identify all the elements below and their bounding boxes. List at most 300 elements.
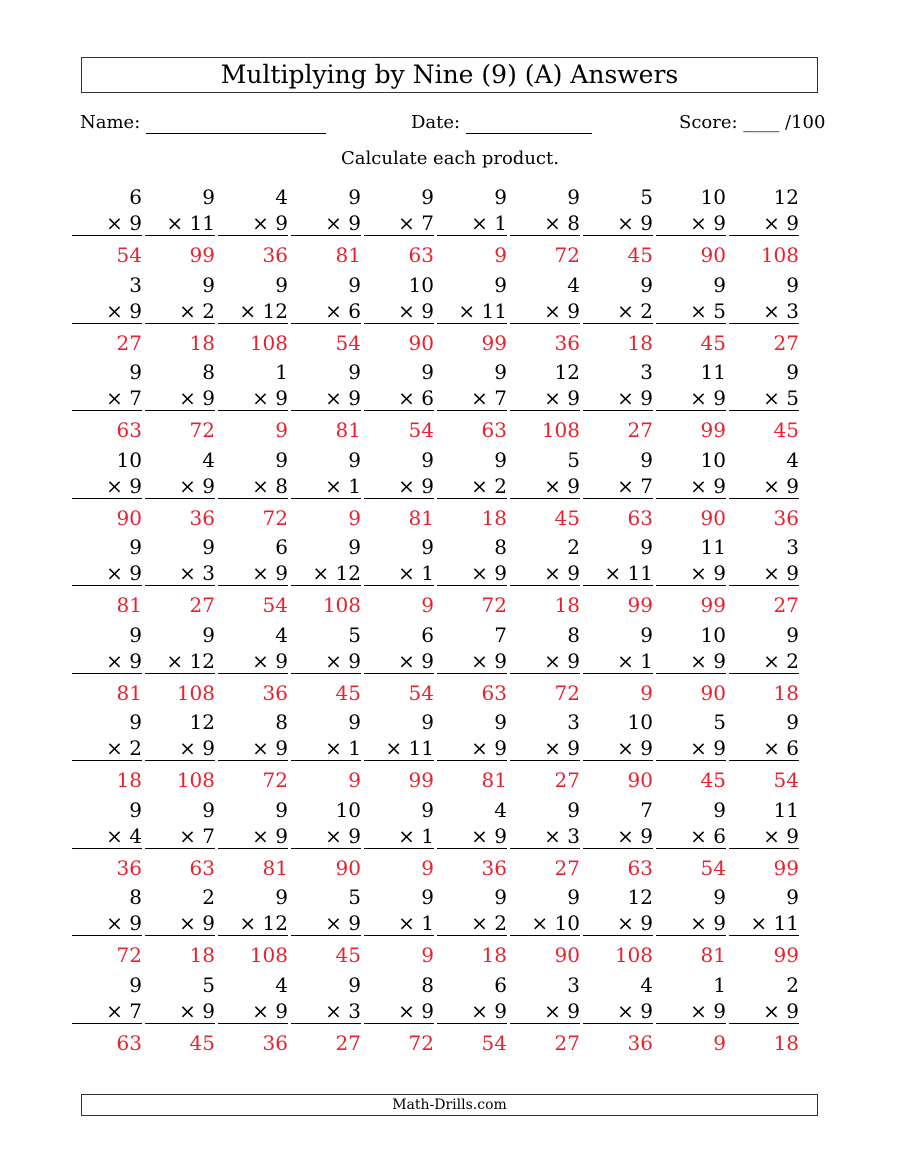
top-number: 9 [348, 972, 361, 997]
problem-1 [72, 184, 142, 268]
multiplier: × 9 [656, 385, 726, 411]
answer: 54 [262, 593, 288, 617]
answer: 18 [116, 768, 142, 792]
problem-18 [583, 272, 653, 356]
top-number: 4 [640, 972, 653, 997]
answer: 63 [627, 855, 653, 880]
multiplier: × 9 [145, 910, 215, 936]
top-number: 9 [202, 535, 215, 559]
problem-7 [510, 184, 580, 268]
multiplier: × 10 [510, 910, 580, 936]
problem-97 [510, 972, 580, 1056]
instructions: Calculate each product. [341, 148, 559, 169]
answer: 9 [640, 680, 653, 705]
answer: 108 [249, 943, 288, 967]
multiplier: × 9 [656, 910, 726, 936]
top-number: 11 [700, 360, 726, 384]
problem-56 [437, 622, 507, 706]
multiplier: × 7 [583, 473, 653, 499]
answer: 81 [700, 943, 726, 967]
multiplier: × 9 [729, 473, 799, 499]
top-number: 9 [567, 885, 580, 909]
problem-26 [437, 359, 507, 443]
multiplier: × 7 [437, 385, 507, 411]
multiplier: × 9 [510, 735, 580, 761]
answer: 45 [773, 418, 799, 442]
multiplier: × 9 [437, 560, 507, 586]
top-number: 9 [421, 710, 434, 734]
top-number: 9 [421, 360, 434, 384]
multiplier: × 9 [364, 298, 434, 324]
top-number: 9 [348, 535, 361, 559]
answer: 108 [760, 243, 799, 267]
top-number: 4 [275, 972, 288, 997]
top-number: 9 [567, 797, 580, 822]
answer: 81 [481, 768, 507, 792]
multiplier: × 9 [729, 210, 799, 236]
top-number: 11 [700, 535, 726, 559]
problem-19 [656, 272, 726, 356]
multiplier: × 1 [364, 560, 434, 586]
problem-62 [145, 709, 215, 793]
multiplier: × 9 [656, 473, 726, 499]
problem-9 [656, 184, 726, 268]
top-number: 1 [275, 360, 288, 384]
multiplier: × 7 [364, 210, 434, 236]
top-number: 9 [640, 447, 653, 472]
problem-36 [437, 447, 507, 531]
top-number: 7 [494, 622, 507, 647]
multiplier: × 3 [145, 560, 215, 586]
problem-51 [72, 622, 142, 706]
problem-54 [291, 622, 361, 706]
problem-72 [145, 797, 215, 881]
answer: 108 [249, 330, 288, 355]
problem-29 [656, 359, 726, 443]
top-number: 9 [202, 622, 215, 647]
answer: 63 [189, 855, 215, 880]
answer: 81 [116, 680, 142, 705]
answer: 72 [554, 243, 580, 267]
multiplier: × 6 [656, 823, 726, 849]
multiplier: × 9 [218, 385, 288, 411]
problem-38 [583, 447, 653, 531]
multiplier: × 1 [291, 473, 361, 499]
answer: 72 [262, 768, 288, 792]
problem-46 [437, 534, 507, 618]
top-number: 9 [640, 272, 653, 297]
answer: 90 [408, 330, 434, 355]
multiplier: × 8 [218, 473, 288, 499]
multiplier: × 7 [145, 823, 215, 849]
top-number: 9 [348, 710, 361, 734]
multiplier: × 9 [437, 823, 507, 849]
problem-87 [510, 884, 580, 968]
top-number: 9 [494, 360, 507, 384]
answer: 72 [116, 943, 142, 967]
top-number: 5 [640, 185, 653, 209]
problem-35 [364, 447, 434, 531]
problem-74 [291, 797, 361, 881]
problem-52 [145, 622, 215, 706]
date-field [411, 112, 592, 134]
problem-45 [364, 534, 434, 618]
name-label: Name: [80, 112, 141, 133]
top-number: 3 [786, 535, 799, 559]
top-number: 6 [421, 622, 434, 647]
multiplier: × 9 [364, 648, 434, 674]
multiplier: × 9 [583, 998, 653, 1024]
answer: 9 [348, 505, 361, 530]
answer: 45 [554, 505, 580, 530]
answer: 54 [773, 768, 799, 792]
multiplier: × 9 [656, 648, 726, 674]
multiplier: × 9 [729, 560, 799, 586]
multiplier: × 9 [583, 735, 653, 761]
answer: 63 [408, 243, 434, 267]
problem-64 [291, 709, 361, 793]
problem-20 [729, 272, 799, 356]
top-number: 9 [348, 360, 361, 384]
answer: 90 [335, 855, 361, 880]
answer: 63 [481, 418, 507, 442]
problem-17 [510, 272, 580, 356]
top-number: 8 [421, 972, 434, 997]
problem-37 [510, 447, 580, 531]
multiplier: × 9 [583, 210, 653, 236]
problem-5 [364, 184, 434, 268]
top-number: 9 [640, 622, 653, 647]
name-blank[interactable] [146, 115, 326, 134]
problem-67 [510, 709, 580, 793]
multiplier: × 9 [510, 385, 580, 411]
multiplier: × 9 [72, 473, 142, 499]
top-number: 9 [713, 272, 726, 297]
answer: 9 [421, 593, 434, 617]
multiplier: × 9 [510, 560, 580, 586]
answer: 27 [116, 330, 142, 355]
problem-86 [437, 884, 507, 968]
multiplier: × 5 [729, 385, 799, 411]
top-number: 9 [713, 797, 726, 822]
multiplier: × 3 [510, 823, 580, 849]
multiplier: × 9 [656, 560, 726, 586]
top-number: 9 [421, 885, 434, 909]
problem-58 [583, 622, 653, 706]
problem-61 [72, 709, 142, 793]
problem-31 [72, 447, 142, 531]
multiplier: × 9 [218, 735, 288, 761]
multiplier: × 11 [729, 910, 799, 936]
answer: 36 [773, 505, 799, 530]
top-number: 12 [773, 185, 799, 209]
problem-92 [145, 972, 215, 1056]
problem-75 [364, 797, 434, 881]
answer: 54 [408, 680, 434, 705]
top-number: 6 [129, 185, 142, 209]
multiplier: × 9 [656, 735, 726, 761]
top-number: 9 [494, 185, 507, 209]
top-number: 6 [275, 535, 288, 559]
top-number: 4 [786, 447, 799, 472]
answer: 9 [348, 768, 361, 792]
top-number: 5 [567, 447, 580, 472]
top-number: 9 [713, 885, 726, 909]
top-number: 9 [129, 622, 142, 647]
multiplier: × 9 [145, 473, 215, 499]
multiplier: × 9 [583, 910, 653, 936]
answer: 27 [627, 418, 653, 442]
problem-43 [218, 534, 288, 618]
top-number: 9 [129, 972, 142, 997]
top-number: 9 [202, 185, 215, 209]
problem-8 [583, 184, 653, 268]
multiplier: × 6 [291, 298, 361, 324]
top-number: 9 [421, 797, 434, 822]
problem-50 [729, 534, 799, 618]
answer: 36 [554, 330, 580, 355]
multiplier: × 2 [72, 735, 142, 761]
answer: 108 [541, 418, 580, 442]
answer: 9 [421, 943, 434, 967]
top-number: 10 [700, 447, 726, 472]
answer: 99 [773, 855, 799, 880]
multiplier: × 4 [72, 823, 142, 849]
multiplier: × 9 [510, 998, 580, 1024]
problem-24 [291, 359, 361, 443]
top-number: 3 [567, 710, 580, 734]
multiplier: × 6 [364, 385, 434, 411]
answer: 18 [189, 943, 215, 967]
multiplier: × 9 [72, 560, 142, 586]
multiplier: × 7 [72, 998, 142, 1024]
multiplier: × 9 [364, 473, 434, 499]
answer: 99 [627, 593, 653, 617]
multiplier: × 11 [364, 735, 434, 761]
top-number: 9 [494, 447, 507, 472]
top-number: 9 [348, 185, 361, 209]
problem-33 [218, 447, 288, 531]
answer: 81 [335, 418, 361, 442]
problem-93 [218, 972, 288, 1056]
multiplier: × 11 [145, 210, 215, 236]
problem-81 [72, 884, 142, 968]
multiplier: × 2 [437, 910, 507, 936]
answer: 36 [262, 680, 288, 705]
top-number: 2 [567, 535, 580, 559]
multiplier: × 9 [583, 823, 653, 849]
answer: 99 [189, 243, 215, 267]
multiplier: × 11 [437, 298, 507, 324]
top-number: 9 [786, 710, 799, 734]
multiplier: × 9 [72, 298, 142, 324]
top-number: 3 [129, 272, 142, 297]
answer: 27 [335, 1030, 361, 1055]
multiplier: × 9 [218, 560, 288, 586]
multiplier: × 1 [437, 210, 507, 236]
answer: 81 [408, 505, 434, 530]
top-number: 6 [494, 972, 507, 997]
problem-60 [729, 622, 799, 706]
multiplier: × 9 [510, 473, 580, 499]
multiplier: × 9 [291, 648, 361, 674]
top-number: 9 [786, 272, 799, 297]
multiplier: × 9 [72, 648, 142, 674]
problem-100 [729, 972, 799, 1056]
problem-25 [364, 359, 434, 443]
answer: 36 [262, 243, 288, 267]
problem-47 [510, 534, 580, 618]
problem-96 [437, 972, 507, 1056]
problem-49 [656, 534, 726, 618]
problem-84 [291, 884, 361, 968]
problem-39 [656, 447, 726, 531]
problem-4 [291, 184, 361, 268]
top-number: 9 [494, 710, 507, 734]
problem-82 [145, 884, 215, 968]
answer: 72 [481, 593, 507, 617]
answer: 90 [554, 943, 580, 967]
multiplier: × 11 [583, 560, 653, 586]
problem-53 [218, 622, 288, 706]
top-number: 1 [713, 972, 726, 997]
answer: 45 [700, 768, 726, 792]
top-number: 9 [129, 535, 142, 559]
top-number: 9 [275, 447, 288, 472]
top-number: 8 [275, 710, 288, 734]
top-number: 9 [129, 797, 142, 822]
multiplier: × 9 [656, 210, 726, 236]
answer: 90 [700, 243, 726, 267]
problem-11 [72, 272, 142, 356]
multiplier: × 8 [510, 210, 580, 236]
answer: 54 [335, 330, 361, 355]
problem-48 [583, 534, 653, 618]
problem-15 [364, 272, 434, 356]
answer: 72 [554, 680, 580, 705]
top-number: 8 [567, 622, 580, 647]
problem-65 [364, 709, 434, 793]
multiplier: × 12 [218, 298, 288, 324]
multiplier: × 9 [437, 648, 507, 674]
answer: 45 [627, 243, 653, 267]
date-blank[interactable] [466, 115, 592, 134]
top-number: 9 [786, 622, 799, 647]
footer: Math-Drills.com [81, 1094, 818, 1116]
answer: 108 [176, 768, 215, 792]
answer: 45 [335, 680, 361, 705]
top-number: 12 [189, 710, 215, 734]
multiplier: × 9 [145, 385, 215, 411]
answer: 90 [116, 505, 142, 530]
problem-12 [145, 272, 215, 356]
answer: 27 [554, 768, 580, 792]
answer: 72 [189, 418, 215, 442]
multiplier: × 6 [729, 735, 799, 761]
top-number: 10 [408, 272, 434, 297]
top-number: 3 [567, 972, 580, 997]
multiplier: × 9 [437, 735, 507, 761]
top-number: 9 [202, 797, 215, 822]
answer: 81 [262, 855, 288, 880]
answer: 18 [481, 943, 507, 967]
top-number: 5 [713, 710, 726, 734]
top-number: 9 [786, 360, 799, 384]
problem-95 [364, 972, 434, 1056]
multiplier: × 9 [218, 210, 288, 236]
top-number: 4 [275, 185, 288, 209]
answer: 108 [322, 593, 361, 617]
top-number: 9 [494, 272, 507, 297]
answer: 90 [700, 505, 726, 530]
top-number: 4 [494, 797, 507, 822]
answer: 18 [554, 593, 580, 617]
answer: 18 [627, 330, 653, 355]
multiplier: × 2 [145, 298, 215, 324]
answer: 90 [700, 680, 726, 705]
name-field [80, 112, 326, 134]
top-number: 3 [640, 360, 653, 384]
answer: 108 [176, 680, 215, 705]
problem-90 [729, 884, 799, 968]
problem-70 [729, 709, 799, 793]
score-label: Score: ____ /100 [679, 112, 826, 133]
problem-71 [72, 797, 142, 881]
problem-88 [583, 884, 653, 968]
problem-27 [510, 359, 580, 443]
problem-76 [437, 797, 507, 881]
top-number: 9 [421, 185, 434, 209]
answer: 36 [627, 1030, 653, 1055]
answer: 27 [554, 1030, 580, 1055]
answer: 9 [494, 243, 507, 267]
problem-68 [583, 709, 653, 793]
problem-73 [218, 797, 288, 881]
multiplier: × 9 [729, 998, 799, 1024]
top-number: 9 [494, 885, 507, 909]
answer: 99 [700, 418, 726, 442]
answer: 99 [481, 330, 507, 355]
problem-13 [218, 272, 288, 356]
answer: 18 [481, 505, 507, 530]
problem-6 [437, 184, 507, 268]
top-number: 9 [348, 272, 361, 297]
top-number: 9 [129, 360, 142, 384]
answer: 9 [713, 1030, 726, 1055]
problem-98 [583, 972, 653, 1056]
answer: 63 [116, 1030, 142, 1055]
answer: 54 [481, 1030, 507, 1055]
problem-63 [218, 709, 288, 793]
problem-23 [218, 359, 288, 443]
answer: 81 [116, 593, 142, 617]
answer: 108 [614, 943, 653, 967]
answer: 99 [408, 768, 434, 792]
problem-16 [437, 272, 507, 356]
problem-14 [291, 272, 361, 356]
multiplier: × 2 [437, 473, 507, 499]
multiplier: × 9 [145, 998, 215, 1024]
answer: 54 [700, 855, 726, 880]
multiplier: × 9 [218, 998, 288, 1024]
answer: 72 [408, 1030, 434, 1055]
top-number: 5 [202, 972, 215, 997]
worksheet-title: Multiplying by Nine (9) (A) Answers [81, 57, 818, 93]
answer: 27 [773, 330, 799, 355]
top-number: 9 [275, 885, 288, 909]
multiplier: × 9 [218, 648, 288, 674]
top-number: 9 [421, 447, 434, 472]
